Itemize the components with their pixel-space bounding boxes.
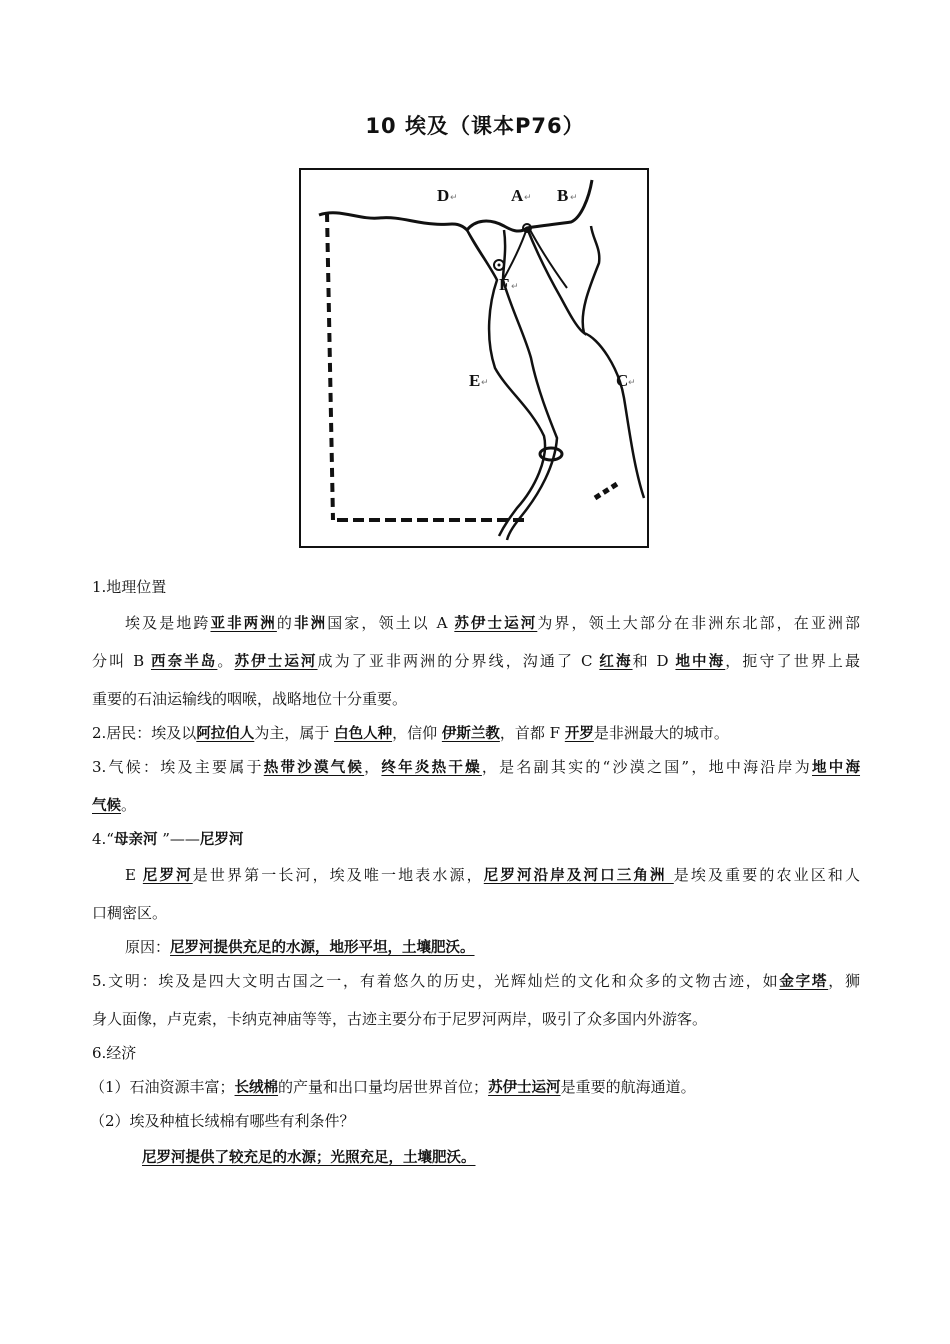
answer-arabs: 阿拉伯人	[196, 726, 255, 742]
western-border	[327, 213, 333, 520]
suez-canal	[529, 228, 567, 288]
text: ，是名副其实的“沙漠之国”，地中海沿岸为	[481, 758, 813, 776]
text: ，狮	[828, 972, 860, 990]
section-3-climate	[92, 756, 860, 777]
map-return-c: ↵	[628, 378, 636, 388]
map-return-b: ↵	[570, 193, 578, 203]
text: E	[125, 866, 143, 884]
answer-sinai: 西奈半岛	[150, 654, 218, 670]
page-title: 10 埃及（课本P76）	[365, 114, 585, 138]
section-1-para-1	[125, 612, 860, 633]
map-label-d: D	[437, 186, 450, 205]
section-1-para-3: 重要的石油运输线的咽喉，战略地位十分重要。	[92, 690, 408, 708]
section-1-heading: 1.地理位置	[92, 578, 167, 596]
text: 埃及是地跨	[125, 614, 211, 632]
section-6-q1	[90, 1076, 696, 1097]
answer-africa: 非洲	[293, 616, 328, 632]
egypt-map	[299, 168, 651, 550]
text: ”——	[157, 830, 200, 848]
section-3-climate-cont	[92, 794, 136, 815]
answer-suez-canal-2: 苏伊士运河	[234, 654, 318, 670]
text: 的	[276, 614, 294, 632]
answer-climate: 气候	[92, 798, 121, 814]
coastline	[319, 180, 592, 231]
text: 3.气候：埃及主要属于	[92, 758, 264, 776]
text: 和 D	[632, 652, 676, 670]
sudan-border-segment	[595, 484, 617, 498]
map-return-f: ↵	[511, 282, 519, 292]
map-label-c: C	[616, 371, 629, 390]
text: 为界，领土大部分在非洲东北部，在亚洲部	[537, 614, 861, 632]
text: 5.文明：埃及是四大文明古国之一，有着悠久的历史，光辉灿烂的文化和众多的文物古迹，如	[92, 972, 780, 990]
section-6-heading: 6.经济	[92, 1044, 137, 1062]
section-1-para-2	[92, 650, 860, 671]
answer-nile-delta: 尼罗河沿岸及河口三角洲	[483, 868, 674, 884]
nile-heading: 尼罗河	[199, 832, 244, 848]
text: 分叫 B	[92, 652, 151, 670]
section-6-q2: （2）埃及种植长绒棉有哪些有利条件？	[90, 1112, 355, 1130]
text: 是重要的航海通道。	[560, 1078, 696, 1096]
mother-river: 母亲河	[113, 832, 158, 848]
text: 。	[217, 652, 235, 670]
text: 是埃及重要的农业区和人	[673, 866, 860, 884]
egypt-map-drawing	[299, 168, 651, 550]
answer-cotton-conditions: 尼罗河提供了较充足的水源；光照充足，土壤肥沃。	[142, 1150, 476, 1166]
text: 2.居民：埃及以	[92, 724, 197, 742]
answer-pyramid: 金字塔	[779, 974, 829, 990]
map-label-a: A	[511, 186, 524, 205]
map-return-a: ↵	[524, 193, 532, 203]
answer-nile: 尼罗河	[142, 868, 193, 884]
text: ，扼守了世界上最	[725, 652, 861, 670]
answer-mediterranean: 地中海	[675, 654, 726, 670]
text: 国家，领土以 A	[327, 614, 455, 632]
answer-asia-africa: 亚非两洲	[210, 616, 277, 632]
text: 成为了亚非两洲的分界线，沟通了 C	[317, 652, 600, 670]
delta-branch-west	[467, 230, 497, 280]
text: 。	[121, 796, 137, 814]
section-4-reason	[125, 936, 475, 957]
text: 的产量和出口量均居世界首位；	[278, 1078, 489, 1096]
answer-cairo: 开罗	[564, 726, 594, 742]
section-2-residents	[92, 722, 729, 743]
section-4-heading	[92, 828, 243, 849]
section-6-a2	[142, 1146, 476, 1167]
text: 为主，属于	[254, 724, 335, 742]
map-label-e: E	[469, 371, 481, 390]
answer-tropical-desert: 热带沙漠气候	[263, 760, 365, 776]
answer-suez-canal-3: 苏伊士运河	[488, 1080, 561, 1096]
text: 4.“	[92, 830, 114, 848]
answer-long-staple-cotton: 长绒棉	[234, 1080, 279, 1096]
section-4-para-2: 口稠密区。	[92, 904, 168, 922]
section-5-civilization	[92, 970, 860, 991]
answer-caucasian: 白色人种	[334, 726, 393, 742]
answer-hot-dry: 终年炎热干燥	[381, 760, 482, 776]
section-5-civilization-cont: 身人面像，卢克索，卡纳克神庙等等，古迹主要分布于尼罗河两岸，吸引了众多国内外游客。	[92, 1010, 708, 1028]
text: 是世界第一长河，埃及唯一地表水源，	[192, 866, 484, 884]
answer-mediterranean-climate: 地中海	[812, 760, 861, 776]
text: ，信仰	[392, 724, 442, 742]
text: 是非洲最大的城市。	[593, 724, 729, 742]
delta-branch-east	[503, 228, 527, 280]
map-return-d: ↵	[450, 193, 458, 203]
text: （1）石油资源丰富；	[90, 1078, 235, 1096]
text: 原因：	[125, 938, 171, 956]
map-label-f: F	[499, 275, 510, 294]
answer-islam: 伊斯兰教	[441, 726, 500, 742]
answer-suez-canal: 苏伊士运河	[454, 616, 538, 632]
map-return-e: ↵	[481, 378, 489, 388]
red-sea-coast	[584, 333, 644, 498]
answer-reason: 尼罗河提供充足的水源，地形平坦，土壤肥沃。	[170, 940, 475, 956]
text: ，	[364, 758, 382, 776]
text: ，首都 F	[499, 724, 565, 742]
section-4-para-1	[125, 864, 860, 885]
answer-red-sea: 红海	[599, 654, 633, 670]
map-label-b: B	[557, 186, 569, 205]
